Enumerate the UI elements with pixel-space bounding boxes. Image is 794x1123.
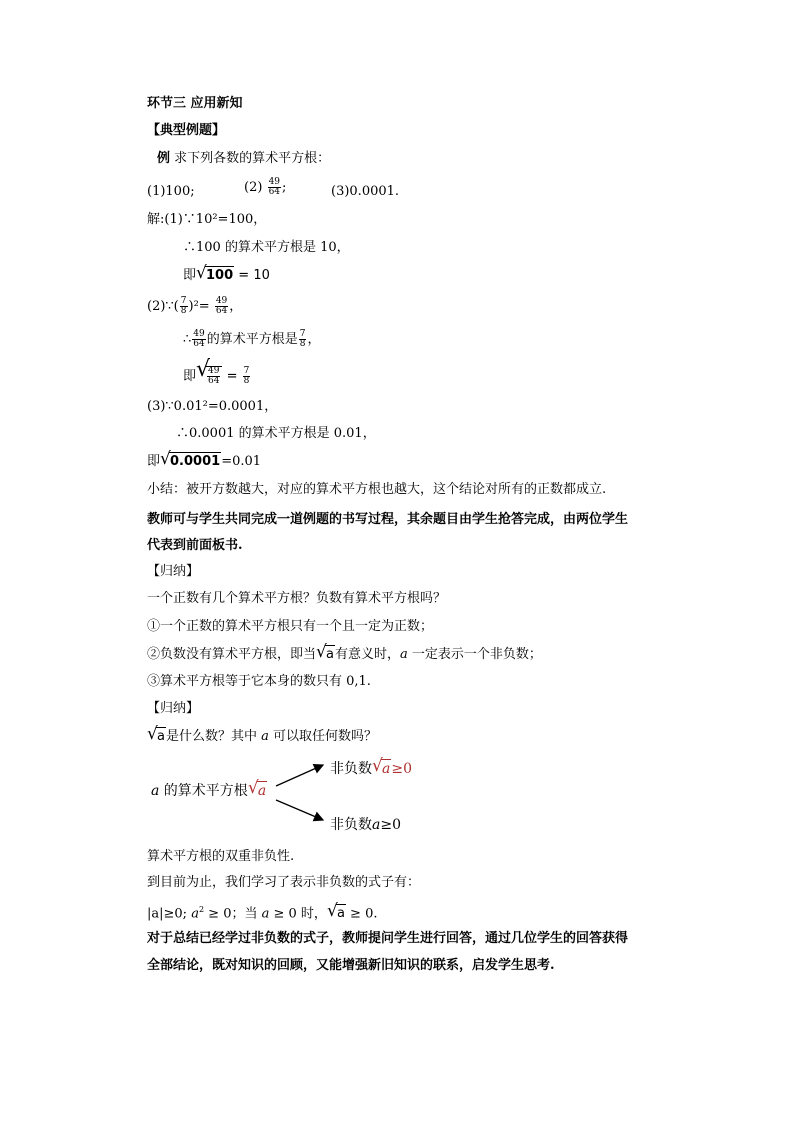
solution-1-line-3: 即 √ 100 = 10 bbox=[183, 263, 270, 283]
solution-2-line-3: 即 √ $\frac{49}{64}$ = $\frac{7}{8}$ bbox=[183, 357, 250, 386]
solution-2-line-1: (2)∵( $\frac{7}{8}$ )²= $\frac{49}{64}$ ， bbox=[147, 296, 243, 316]
heading-examples: 【典型例题】 bbox=[147, 123, 226, 138]
sqrt-100: √ 100 bbox=[196, 263, 234, 283]
point-3: ③算术平方根等于它本身的数只有 0,1. bbox=[147, 674, 371, 689]
diagram-left-label: a 的算术平方根 √ a bbox=[151, 778, 267, 799]
problem-3: (3)0.0001. bbox=[331, 184, 400, 199]
point-2: ②负数没有算术平方根，即当 √ a有意义时，a 一定表示一个非负数； bbox=[147, 642, 542, 662]
fraction: $\frac{49}{64}$ bbox=[268, 177, 281, 197]
final-note-line-1: 对于总结已经学过非负数的式子，教师提问学生进行回答，通过几位学生的回答获得 bbox=[147, 931, 629, 946]
solution-1-line-1: 解:(1)∵10²=100， bbox=[147, 212, 267, 227]
heading-summary-2: 【归纳】 bbox=[147, 701, 200, 716]
problem-1: (1)100; bbox=[147, 184, 195, 199]
solution-3-line-2: ∴0.0001 的算术平方根是 0.01， bbox=[176, 426, 376, 441]
expressions-line: |a|≥0; $a^2 \ge 0$；当 a ≥ 0 时， √ a ≥ 0. bbox=[147, 901, 378, 922]
teacher-note-line-1: 教师可与学生共同完成一道例题的书写过程，其余题目由学生抢答完成，由两位学生 bbox=[147, 512, 629, 527]
sqrt-a: √ a bbox=[372, 756, 391, 777]
sqrt-0-0001: √ 0.0001 bbox=[160, 449, 221, 469]
so-far-text: 到目前为止，我们学习了表示非负数的式子有： bbox=[147, 875, 421, 890]
double-nonnegativity: 算术平方根的双重非负性. bbox=[147, 849, 295, 864]
heading-summary-1: 【归纳】 bbox=[147, 564, 200, 579]
solution-1-line-2: ∴100 的算术平方根是 10， bbox=[183, 240, 350, 255]
teacher-note-line-2: 代表到前面板书. bbox=[147, 538, 243, 553]
problem-2: (2) $\frac{49}{64}$ ; bbox=[244, 177, 287, 197]
point-1: ①一个正数的算术平方根只有一个且一定为正数； bbox=[147, 619, 434, 634]
solution-3-line-1: (3)∵0.01²=0.0001， bbox=[147, 399, 278, 414]
sqrt-a: √ a bbox=[326, 901, 345, 922]
question-2: √ a是什么数？其中 a 可以取任何数吗？ bbox=[147, 724, 378, 744]
solution-2-line-2: ∴ $\frac{49}{64}$ 的算术平方根是 $\frac{7}{8}$ ， bbox=[183, 329, 321, 349]
sqrt-a: √ a bbox=[247, 778, 267, 799]
sqrt-fraction: √ $\frac{49}{64}$ bbox=[196, 366, 222, 386]
sqrt-a: √ a bbox=[316, 642, 334, 662]
solution-3-line-3: 即 √ 0.0001=0.01 bbox=[147, 449, 262, 469]
example-text: 求下列各数的算术平方根： bbox=[170, 151, 331, 166]
summary-text: 小结：被开方数越大，对应的算术平方根也越大，这个结论对所有的正数都成立. bbox=[147, 482, 607, 497]
question-1: 一个正数有几个算术平方根？负数有算术平方根吗？ bbox=[147, 591, 447, 606]
arrow-up bbox=[276, 765, 323, 786]
diagram-top-label: 非负数 √ a≥0 bbox=[330, 756, 412, 777]
diagram-bottom-label: 非负数a≥0 bbox=[330, 817, 401, 833]
final-note-line-2: 全部结论，既对知识的回顾，又能增强新旧知识的联系，启发学生思考. bbox=[147, 958, 555, 973]
arrow-down bbox=[276, 800, 323, 820]
section-title: 环节三 应用新知 bbox=[147, 96, 243, 111]
example-label: 例 bbox=[157, 151, 171, 166]
sqrt-a: √ a bbox=[147, 724, 165, 744]
